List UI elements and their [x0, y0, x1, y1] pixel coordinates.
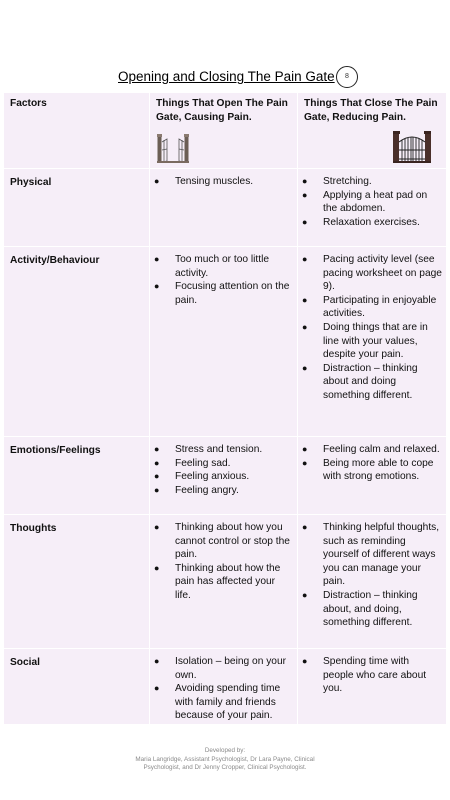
factor-label: Social [10, 657, 41, 668]
open-cell [150, 169, 298, 247]
bullet-icon: ● [154, 471, 160, 482]
header-row [4, 93, 447, 169]
list-item-text: Too much or too little activity. [175, 254, 269, 279]
list-item-text: Pacing activity level (see pacing worksheet on page 9). [323, 254, 442, 293]
list-item [150, 655, 293, 682]
open-cell [150, 247, 298, 437]
bullet-icon: ● [154, 656, 160, 666]
open-list [150, 515, 297, 603]
list-item-text: Participating in enjoyable activities. [323, 294, 437, 320]
bullet-icon: ● [302, 522, 308, 532]
list-item-text: Avoiding spending time with family and friends because of your pain. [175, 683, 281, 722]
list-item-text: Focusing attention on the pain. [175, 281, 290, 306]
list-item-text: Distraction – thinking about, and doing, something different. [323, 589, 418, 629]
list-item [150, 484, 293, 498]
list-item-text: Doing things that are in line with your values, despite your pain. [323, 321, 428, 361]
list-item [298, 216, 442, 230]
close-cell [298, 169, 447, 247]
bullet-icon: ● [154, 444, 160, 454]
open-list [150, 169, 297, 189]
open-cell [150, 649, 298, 725]
page-title: Opening and Closing The Pain Gate [118, 69, 335, 84]
header-factors [4, 93, 150, 169]
bullet-icon: ● [302, 176, 308, 186]
footer-line: Maria Langridge, Assistant Psychologist, Dr Lara Payne, Clinical [135, 755, 315, 763]
list-item [298, 321, 442, 362]
list-item-text: Relaxation exercises. [323, 216, 420, 228]
close-cell [298, 437, 447, 515]
bullet-icon: ● [154, 683, 160, 694]
list-item-text: Distraction – thinking about and doing something different. [323, 362, 418, 401]
bullet-icon: ● [302, 189, 308, 200]
bullet-icon: ● [154, 254, 160, 264]
list-item-text: Being more able to cope with strong emotions. [323, 457, 434, 483]
table-row [4, 169, 447, 247]
pain-gate-table [3, 92, 447, 725]
list-item-text: Stretching. [323, 176, 372, 187]
close-list [298, 437, 446, 484]
list-item-text: Isolation – being on your own. [175, 656, 287, 681]
table-row [4, 515, 447, 649]
list-item [298, 294, 442, 321]
list-item-text: Feeling sad. [175, 457, 231, 469]
table-row [4, 437, 447, 515]
list-item [298, 457, 442, 484]
bullet-icon: ● [154, 176, 160, 186]
header-close [298, 93, 447, 169]
list-item [298, 175, 442, 189]
list-item [150, 521, 293, 562]
footer-credits [0, 747, 450, 773]
bullet-icon: ● [154, 562, 160, 573]
list-item [150, 682, 293, 723]
open-gate-icon [157, 130, 189, 163]
factor-label: Activity/Behaviour [10, 255, 100, 266]
list-item-text: Stress and tension. [175, 444, 263, 455]
page-number-badge: 8 [336, 66, 358, 88]
bullet-icon: ● [302, 362, 308, 373]
close-cell [298, 649, 447, 725]
bullet-icon: ● [302, 216, 308, 227]
factor-cell [4, 247, 150, 437]
bullet-icon: ● [302, 589, 308, 600]
factor-cell [4, 437, 150, 515]
factor-label: Physical [10, 177, 52, 188]
list-item [298, 443, 442, 457]
bullet-icon: ● [302, 254, 308, 264]
bullet-icon: ● [302, 457, 308, 468]
bullet-icon: ● [302, 321, 308, 332]
list-item [298, 655, 442, 696]
bullet-icon: ● [302, 656, 308, 666]
bullet-icon: ● [154, 484, 160, 495]
list-item-text: Thinking about how the pain has affected your life. [175, 562, 281, 601]
header-open [150, 93, 298, 169]
list-item-text: Tensing muscles. [175, 176, 254, 187]
table-row [4, 247, 447, 437]
list-item [298, 189, 442, 216]
close-list [298, 169, 446, 229]
list-item-text: Spending time with people who care about you. [323, 656, 427, 695]
bullet-icon: ● [154, 457, 160, 468]
factor-cell [4, 169, 150, 247]
factor-label: Emotions/Feelings [10, 445, 101, 456]
factor-label: Thoughts [10, 523, 57, 534]
list-item-text: Applying a heat pad on the abdomen. [323, 189, 428, 215]
close-cell [298, 247, 447, 437]
list-item-text: Feeling anxious. [175, 471, 250, 483]
bullet-icon: ● [154, 522, 160, 532]
footer-line: Developed by: [204, 747, 246, 754]
closed-gate-icon-wrap [298, 124, 446, 168]
closed-gate-icon [393, 130, 431, 163]
list-item [150, 562, 293, 603]
open-cell [150, 515, 298, 649]
close-list [298, 247, 446, 403]
bullet-icon: ● [302, 294, 308, 305]
header-factors-label: Factors [10, 98, 47, 109]
list-item [150, 457, 293, 471]
header-open-label: Things That Open The Pain Gate, Causing Pain. [156, 98, 288, 123]
open-gate-icon-wrap [150, 124, 297, 168]
bullet-icon: ● [302, 444, 308, 454]
open-list [150, 247, 297, 307]
list-item [150, 443, 293, 457]
list-item [150, 280, 293, 307]
list-item-text: Thinking about how you cannot control or stop the pain. [175, 522, 290, 561]
close-list [298, 649, 446, 696]
open-list [150, 649, 297, 723]
list-item [298, 521, 442, 589]
list-item-text: Feeling angry. [175, 484, 239, 496]
factor-cell [4, 649, 150, 725]
open-list [150, 437, 297, 497]
list-item-text: Thinking helpful thoughts, such as reminding yourself of different ways you can manage your pain. [323, 522, 440, 588]
list-item [298, 253, 442, 294]
header-close-label: Things That Close The Pain Gate, Reducing Pain. [304, 98, 438, 123]
table-row [4, 649, 447, 725]
close-list [298, 515, 446, 630]
list-item-text: Feeling calm and relaxed. [323, 444, 440, 455]
list-item [298, 362, 442, 403]
list-item [298, 589, 442, 630]
close-cell [298, 515, 447, 649]
footer-line: Psychologist, and Dr Jenny Cropper, Clinical Psychologist. [143, 764, 307, 772]
title-row [0, 66, 450, 90]
open-cell [150, 437, 298, 515]
factor-cell [4, 515, 150, 649]
bullet-icon: ● [154, 281, 160, 292]
list-item [150, 253, 293, 280]
list-item [150, 175, 293, 189]
list-item [150, 470, 293, 484]
